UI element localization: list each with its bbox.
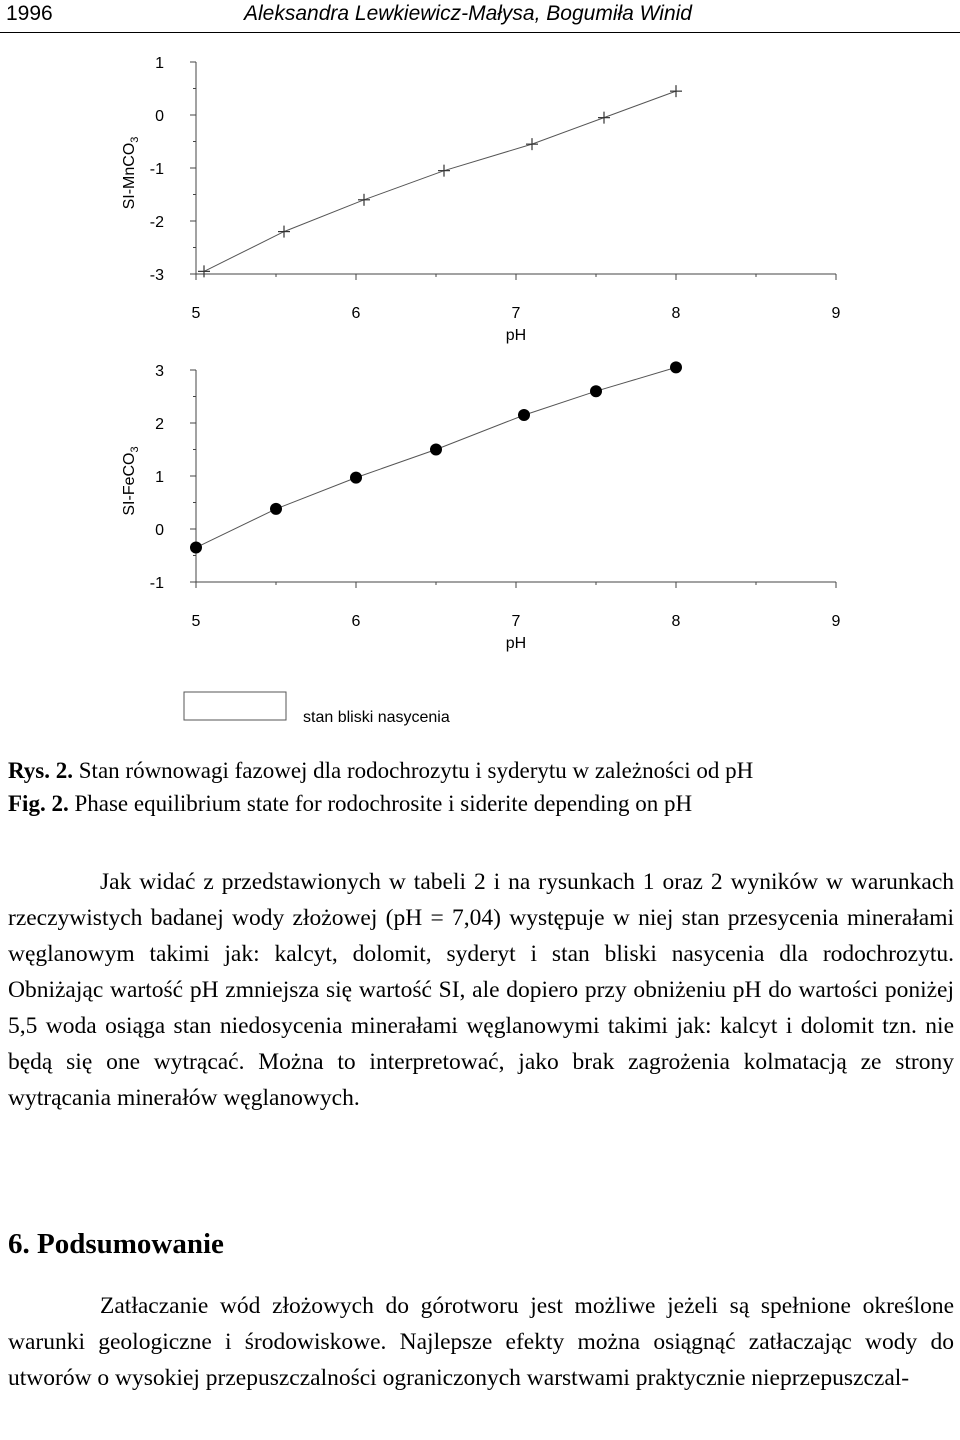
x-tick-label: 8 — [671, 305, 681, 322]
y-axis-label: SI-FeCO$_3$ — [121, 446, 141, 516]
data-point — [438, 165, 450, 177]
figure-caption-en — [8, 791, 692, 817]
legend-label: stan bliski nasycenia — [303, 709, 450, 726]
y-tick-label: -1 — [149, 161, 164, 178]
data-point — [598, 112, 610, 124]
running-head: Aleksandra Lewkiewicz-Małysa, Bogumiła Winid — [244, 2, 692, 25]
caption-en-text: Phase equilibrium state for rodochrosite i siderite depending on pH — [68, 791, 693, 816]
header-rule — [0, 32, 960, 33]
x-axis-label: pH — [505, 327, 527, 344]
x-tick-label: 7 — [511, 613, 521, 630]
x-tick-label: 5 — [191, 613, 201, 630]
x-tick-label: 6 — [351, 305, 361, 322]
x-tick-label: 7 — [511, 305, 521, 322]
x-tick-label: 9 — [831, 305, 841, 322]
caption-pl-prefix: Rys. 2. — [8, 758, 74, 783]
figure-2 — [0, 36, 960, 736]
y-tick-label: 2 — [155, 416, 164, 433]
section-heading: 6. Podsumowanie — [8, 1228, 224, 1260]
caption-en-prefix: Fig. 2. — [8, 791, 69, 816]
x-tick-label: 9 — [831, 613, 841, 630]
data-point — [670, 85, 682, 97]
data-point — [198, 265, 210, 277]
y-tick-label: 0 — [155, 522, 164, 539]
y-tick-label: 3 — [155, 363, 164, 380]
y-tick-label: -3 — [149, 267, 164, 284]
data-point — [278, 226, 290, 238]
figure-caption-pl — [8, 758, 753, 784]
chart-si-mnco3 — [121, 55, 841, 344]
x-tick-label: 6 — [351, 613, 361, 630]
data-point — [670, 361, 682, 373]
body-paragraph-2: Zatłaczanie wód złożowych do górotworu jest możliwe jeżeli są spełnione określone warunki geologiczne i środowiskowe. Najlepsze efekty można osiągnąć zatłaczając wody do utworów o wysokiej przepuszczalności ograniczonych warstwami praktycznie nieprzepuszczal- — [8, 1293, 954, 1391]
series-line — [196, 367, 676, 547]
data-point — [526, 138, 538, 150]
data-point — [190, 542, 202, 554]
body-paragraph-1: Jak widać z przedstawionych w tabeli 2 i na rysunkach 1 oraz 2 wyników w warunkach rzeczywistych badanej wody złożowej (pH = 7,04) występuje w niej stan przesycenia minerałami węglanowym takimi jak: kalcyt, dolomit, syderyt i stan bliski nasycenia dla rodochrozytu. Obniżając wartość pH zmniejsza się wartość SI, ale dopiero przy obniżeniu pH do wartości poniżej 5,5 woda osiąga stan niedosycenia minerałami węglanowymi takimi jak: kalcyt i dolomit tzn. nie będą się one wytrącać. Można to interpretować, jako brak zagrożenia kolmatacją ze strony wytrącania minerałów węglanowych. — [8, 869, 954, 1111]
y-tick-label: 1 — [155, 469, 164, 486]
y-tick-label: 0 — [155, 108, 164, 125]
y-tick-label: -2 — [149, 214, 164, 231]
chart-si-feco3 — [121, 361, 841, 652]
y-axis-label: SI-MnCO$_3$ — [121, 136, 141, 210]
y-tick-label: -1 — [149, 575, 164, 592]
data-point — [590, 385, 602, 397]
legend — [184, 692, 450, 726]
x-tick-label: 5 — [191, 305, 201, 322]
legend-swatch — [184, 692, 286, 720]
y-tick-label: 1 — [155, 55, 164, 72]
data-point — [350, 472, 362, 484]
data-point — [270, 503, 282, 515]
page-number: 1996 — [6, 2, 53, 25]
data-point — [430, 444, 442, 456]
caption-pl-text: Stan równowagi fazowej dla rodochrozytu i syderytu w zależności od pH — [73, 758, 754, 783]
page-header — [0, 0, 960, 34]
data-point — [518, 409, 530, 421]
x-axis-label: pH — [505, 635, 527, 652]
x-tick-label: 8 — [671, 613, 681, 630]
data-point — [358, 194, 370, 206]
